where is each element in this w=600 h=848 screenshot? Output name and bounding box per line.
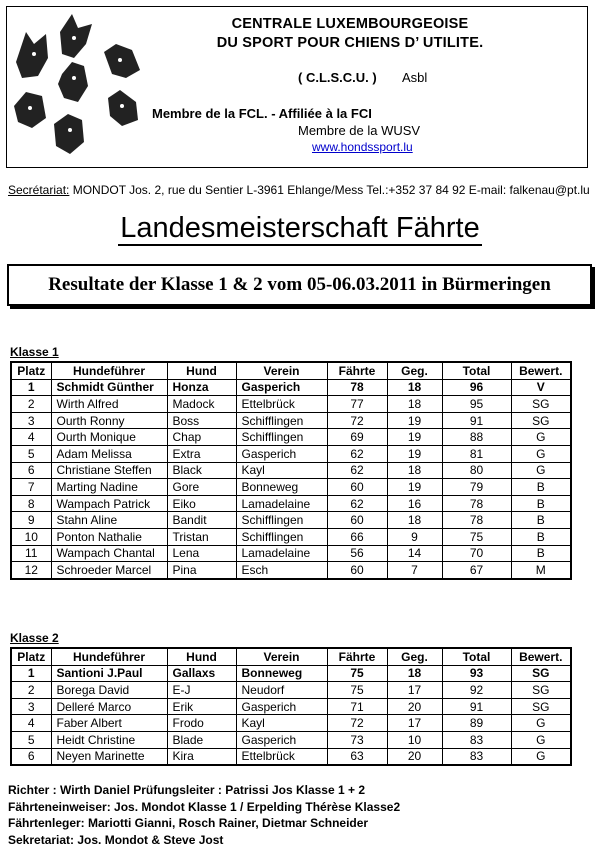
cell-dog: Tristan [167,528,236,545]
cell-obedience: 20 [387,748,442,765]
fcl-membership: Membre de la FCL. - Affiliée à la FCI [152,106,372,121]
cell-track: 75 [327,665,387,682]
footer-line: Fährtenleger: Mariotti Gianni, Rosch Rainer, Dietmar Schneider [8,816,369,830]
cell-obedience: 17 [387,715,442,732]
cell-club: Gasperich [236,698,327,715]
cell-total: 91 [442,412,511,429]
table-row [11,682,571,699]
klasse2-label: Klasse 2 [10,631,59,645]
cell-track: 60 [327,562,387,579]
cell-rating: SG [511,698,571,715]
cell-total: 81 [442,445,511,462]
column-header-dog: Hund [167,362,236,379]
cell-handler: Borega David [51,682,167,699]
footer-line: Sekretariat: Jos. Mondot & Steve Jost [8,832,224,847]
cell-dog: Gallaxs [167,665,236,682]
column-header-rating: Bewert. [511,648,571,665]
cell-dog: Honza [167,379,236,396]
cell-rank: 4 [11,715,51,732]
cell-handler: Wirth Alfred [51,396,167,413]
column-header-rating: Bewert. [511,362,571,379]
cell-rating: G [511,462,571,479]
cell-obedience: 9 [387,528,442,545]
column-header-total: Total [442,648,511,665]
cell-total: 70 [442,545,511,562]
cell-dog: Erik [167,698,236,715]
cell-obedience: 18 [387,462,442,479]
cell-total: 75 [442,528,511,545]
cell-club: Kayl [236,462,327,479]
cell-total: 92 [442,682,511,699]
cell-rank: 1 [11,379,51,396]
cell-dog: Eiko [167,495,236,512]
cell-total: 83 [442,748,511,765]
website-link[interactable]: www.hondssport.lu [312,140,413,154]
cell-obedience: 18 [387,512,442,529]
table-row [11,462,571,479]
klasse1-label: Klasse 1 [10,345,59,359]
column-header-club: Verein [236,362,327,379]
cell-track: 75 [327,682,387,699]
cell-handler: Neyen Marinette [51,748,167,765]
cell-handler: Wampach Chantal [51,545,167,562]
org-abbreviation: ( C.L.S.C.U. ) [298,70,377,85]
cell-rating: SG [511,682,571,699]
cell-total: 79 [442,479,511,496]
cell-obedience: 17 [387,682,442,699]
cell-handler: Faber Albert [51,715,167,732]
cell-handler: Adam Melissa [51,445,167,462]
cell-obedience: 19 [387,412,442,429]
cell-obedience: 14 [387,545,442,562]
cell-club: Schifflingen [236,512,327,529]
column-header-dog: Hund [167,648,236,665]
cell-track: 60 [327,479,387,496]
table-row [11,665,571,682]
column-header-obedience: Geg. [387,648,442,665]
klasse1-table [10,361,572,580]
table-row [11,562,571,579]
table-row [11,479,571,496]
klasse1-header-row [11,362,571,379]
cell-total: 78 [442,512,511,529]
cell-track: 72 [327,715,387,732]
cell-rank: 8 [11,495,51,512]
cell-rating: SG [511,665,571,682]
cell-club: Neudorf [236,682,327,699]
secretariat-line [8,183,590,197]
cell-obedience: 19 [387,479,442,496]
table-row [11,396,571,413]
table-row [11,748,571,765]
footer-line: Fährteneinweiser: Jos. Mondot Klasse 1 / Erpelding Thérèse Klasse2 [8,799,401,814]
cell-total: 88 [442,429,511,446]
cell-rank: 5 [11,731,51,748]
cell-track: 62 [327,462,387,479]
cell-rating: G [511,429,571,446]
cell-obedience: 19 [387,429,442,446]
cell-dog: Pina [167,562,236,579]
cell-rank: 4 [11,429,51,446]
cell-handler: Wampach Patrick [51,495,167,512]
table-row [11,379,571,396]
cell-dog: E-J [167,682,236,699]
cell-club: Lamadelaine [236,545,327,562]
column-header-track: Fährte [327,362,387,379]
cell-handler: Schroeder Marcel [51,562,167,579]
cell-rank: 11 [11,545,51,562]
cell-handler: Christiane Steffen [51,462,167,479]
cell-rank: 3 [11,698,51,715]
cell-obedience: 18 [387,665,442,682]
table-row [11,429,571,446]
cell-obedience: 10 [387,731,442,748]
table-row [11,495,571,512]
wusv-membership: Membre de la WUSV [298,123,421,138]
cell-track: 77 [327,396,387,413]
cell-club: Ettelbrück [236,396,327,413]
cell-total: 78 [442,495,511,512]
cell-rating: G [511,748,571,765]
cell-rating: B [511,512,571,529]
cell-dog: Chap [167,429,236,446]
cell-total: 95 [442,396,511,413]
table-row [11,445,571,462]
cell-club: Bonneweg [236,665,327,682]
cell-club: Gasperich [236,731,327,748]
cell-rank: 2 [11,682,51,699]
cell-rating: B [511,528,571,545]
cell-dog: Bandit [167,512,236,529]
org-name-line2: DU SPORT POUR CHIENS D’ UTILITE. [216,35,484,51]
cell-handler: Ponton Nathalie [51,528,167,545]
cell-rating: G [511,715,571,732]
cell-rating: B [511,495,571,512]
cell-dog: Kira [167,748,236,765]
cell-track: 69 [327,429,387,446]
cell-track: 62 [327,495,387,512]
cell-track: 56 [327,545,387,562]
table-row [11,545,571,562]
cell-dog: Gore [167,479,236,496]
column-header-handler: Hundeführer [51,362,167,379]
cell-rank: 2 [11,396,51,413]
cell-track: 71 [327,698,387,715]
klasse2-header-row [11,648,571,665]
column-header-handler: Hundeführer [51,648,167,665]
cell-obedience: 18 [387,396,442,413]
cell-handler: Ourth Monique [51,429,167,446]
cell-handler: Marting Nadine [51,479,167,496]
column-header-rank: Platz [11,648,51,665]
cell-handler: Schmidt Günther [51,379,167,396]
table-row [11,731,571,748]
cell-dog: Frodo [167,715,236,732]
cell-track: 63 [327,748,387,765]
cell-rating: V [511,379,571,396]
cell-rating: M [511,562,571,579]
klasse2-table [10,647,572,766]
cell-track: 62 [327,445,387,462]
table-row [11,412,571,429]
column-header-obedience: Geg. [387,362,442,379]
secretariat-text: MONDOT Jos. 2, rue du Sentier L-3961 Ehlange/Mess Tel.:+352 37 84 92 E-mail: falkenau@pt.lu [69,183,590,197]
cell-rating: B [511,545,571,562]
cell-rating: G [511,731,571,748]
column-header-total: Total [442,362,511,379]
table-row [11,698,571,715]
cell-handler: Santioni J.Paul [51,665,167,682]
cell-rank: 12 [11,562,51,579]
cell-dog: Lena [167,545,236,562]
cell-obedience: 7 [387,562,442,579]
cell-club: Esch [236,562,327,579]
cell-dog: Blade [167,731,236,748]
cell-obedience: 19 [387,445,442,462]
cell-total: 93 [442,665,511,682]
table-row [11,715,571,732]
cell-total: 83 [442,731,511,748]
cell-club: Schifflingen [236,412,327,429]
cell-club: Schifflingen [236,528,327,545]
cell-total: 67 [442,562,511,579]
cell-club: Bonneweg [236,479,327,496]
cell-rank: 5 [11,445,51,462]
cell-rating: SG [511,396,571,413]
cell-rank: 3 [11,412,51,429]
footer-notes [8,782,400,848]
cell-track: 73 [327,731,387,748]
cell-club: Gasperich [236,445,327,462]
cell-dog: Extra [167,445,236,462]
cell-dog: Madock [167,396,236,413]
cell-club: Gasperich [236,379,327,396]
cell-rank: 7 [11,479,51,496]
cell-rank: 1 [11,665,51,682]
cell-obedience: 20 [387,698,442,715]
column-header-rank: Platz [11,362,51,379]
cell-obedience: 16 [387,495,442,512]
table-row [11,528,571,545]
asbl-label: Asbl [402,70,428,85]
cell-handler: Ourth Ronny [51,412,167,429]
cell-rank: 6 [11,462,51,479]
org-name-line1: CENTRALE LUXEMBOURGEOISE [231,16,469,32]
page-title [0,212,600,245]
results-title: Resultate der Klasse 1 & 2 vom 05-06.03.2011 in Bürmeringen [48,274,551,295]
cell-club: Lamadelaine [236,495,327,512]
cell-rating: G [511,445,571,462]
cell-track: 66 [327,528,387,545]
footer-line: Richter : Wirth Daniel Prüfungsleiter : Patrissi Jos Klasse 1 + 2 [8,783,366,797]
cell-club: Kayl [236,715,327,732]
column-header-club: Verein [236,648,327,665]
cell-total: 80 [442,462,511,479]
cell-dog: Boss [167,412,236,429]
cell-total: 89 [442,715,511,732]
dog-heads-logo [12,14,144,158]
column-header-track: Fährte [327,648,387,665]
cell-handler: Heidt Christine [51,731,167,748]
cell-club: Schifflingen [236,429,327,446]
secretariat-label: Secrétariat: [8,183,70,197]
cell-total: 96 [442,379,511,396]
table-row [11,512,571,529]
cell-track: 60 [327,512,387,529]
cell-total: 91 [442,698,511,715]
cell-dog: Black [167,462,236,479]
page-title-text: Landesmeisterschaft Fährte [120,212,480,244]
cell-handler: Delleré Marco [51,698,167,715]
cell-track: 78 [327,379,387,396]
cell-handler: Stahn Aline [51,512,167,529]
cell-rating: SG [511,412,571,429]
cell-track: 72 [327,412,387,429]
cell-rank: 10 [11,528,51,545]
cell-rating: B [511,479,571,496]
cell-rank: 6 [11,748,51,765]
cell-rank: 9 [11,512,51,529]
cell-obedience: 18 [387,379,442,396]
cell-club: Ettelbrück [236,748,327,765]
